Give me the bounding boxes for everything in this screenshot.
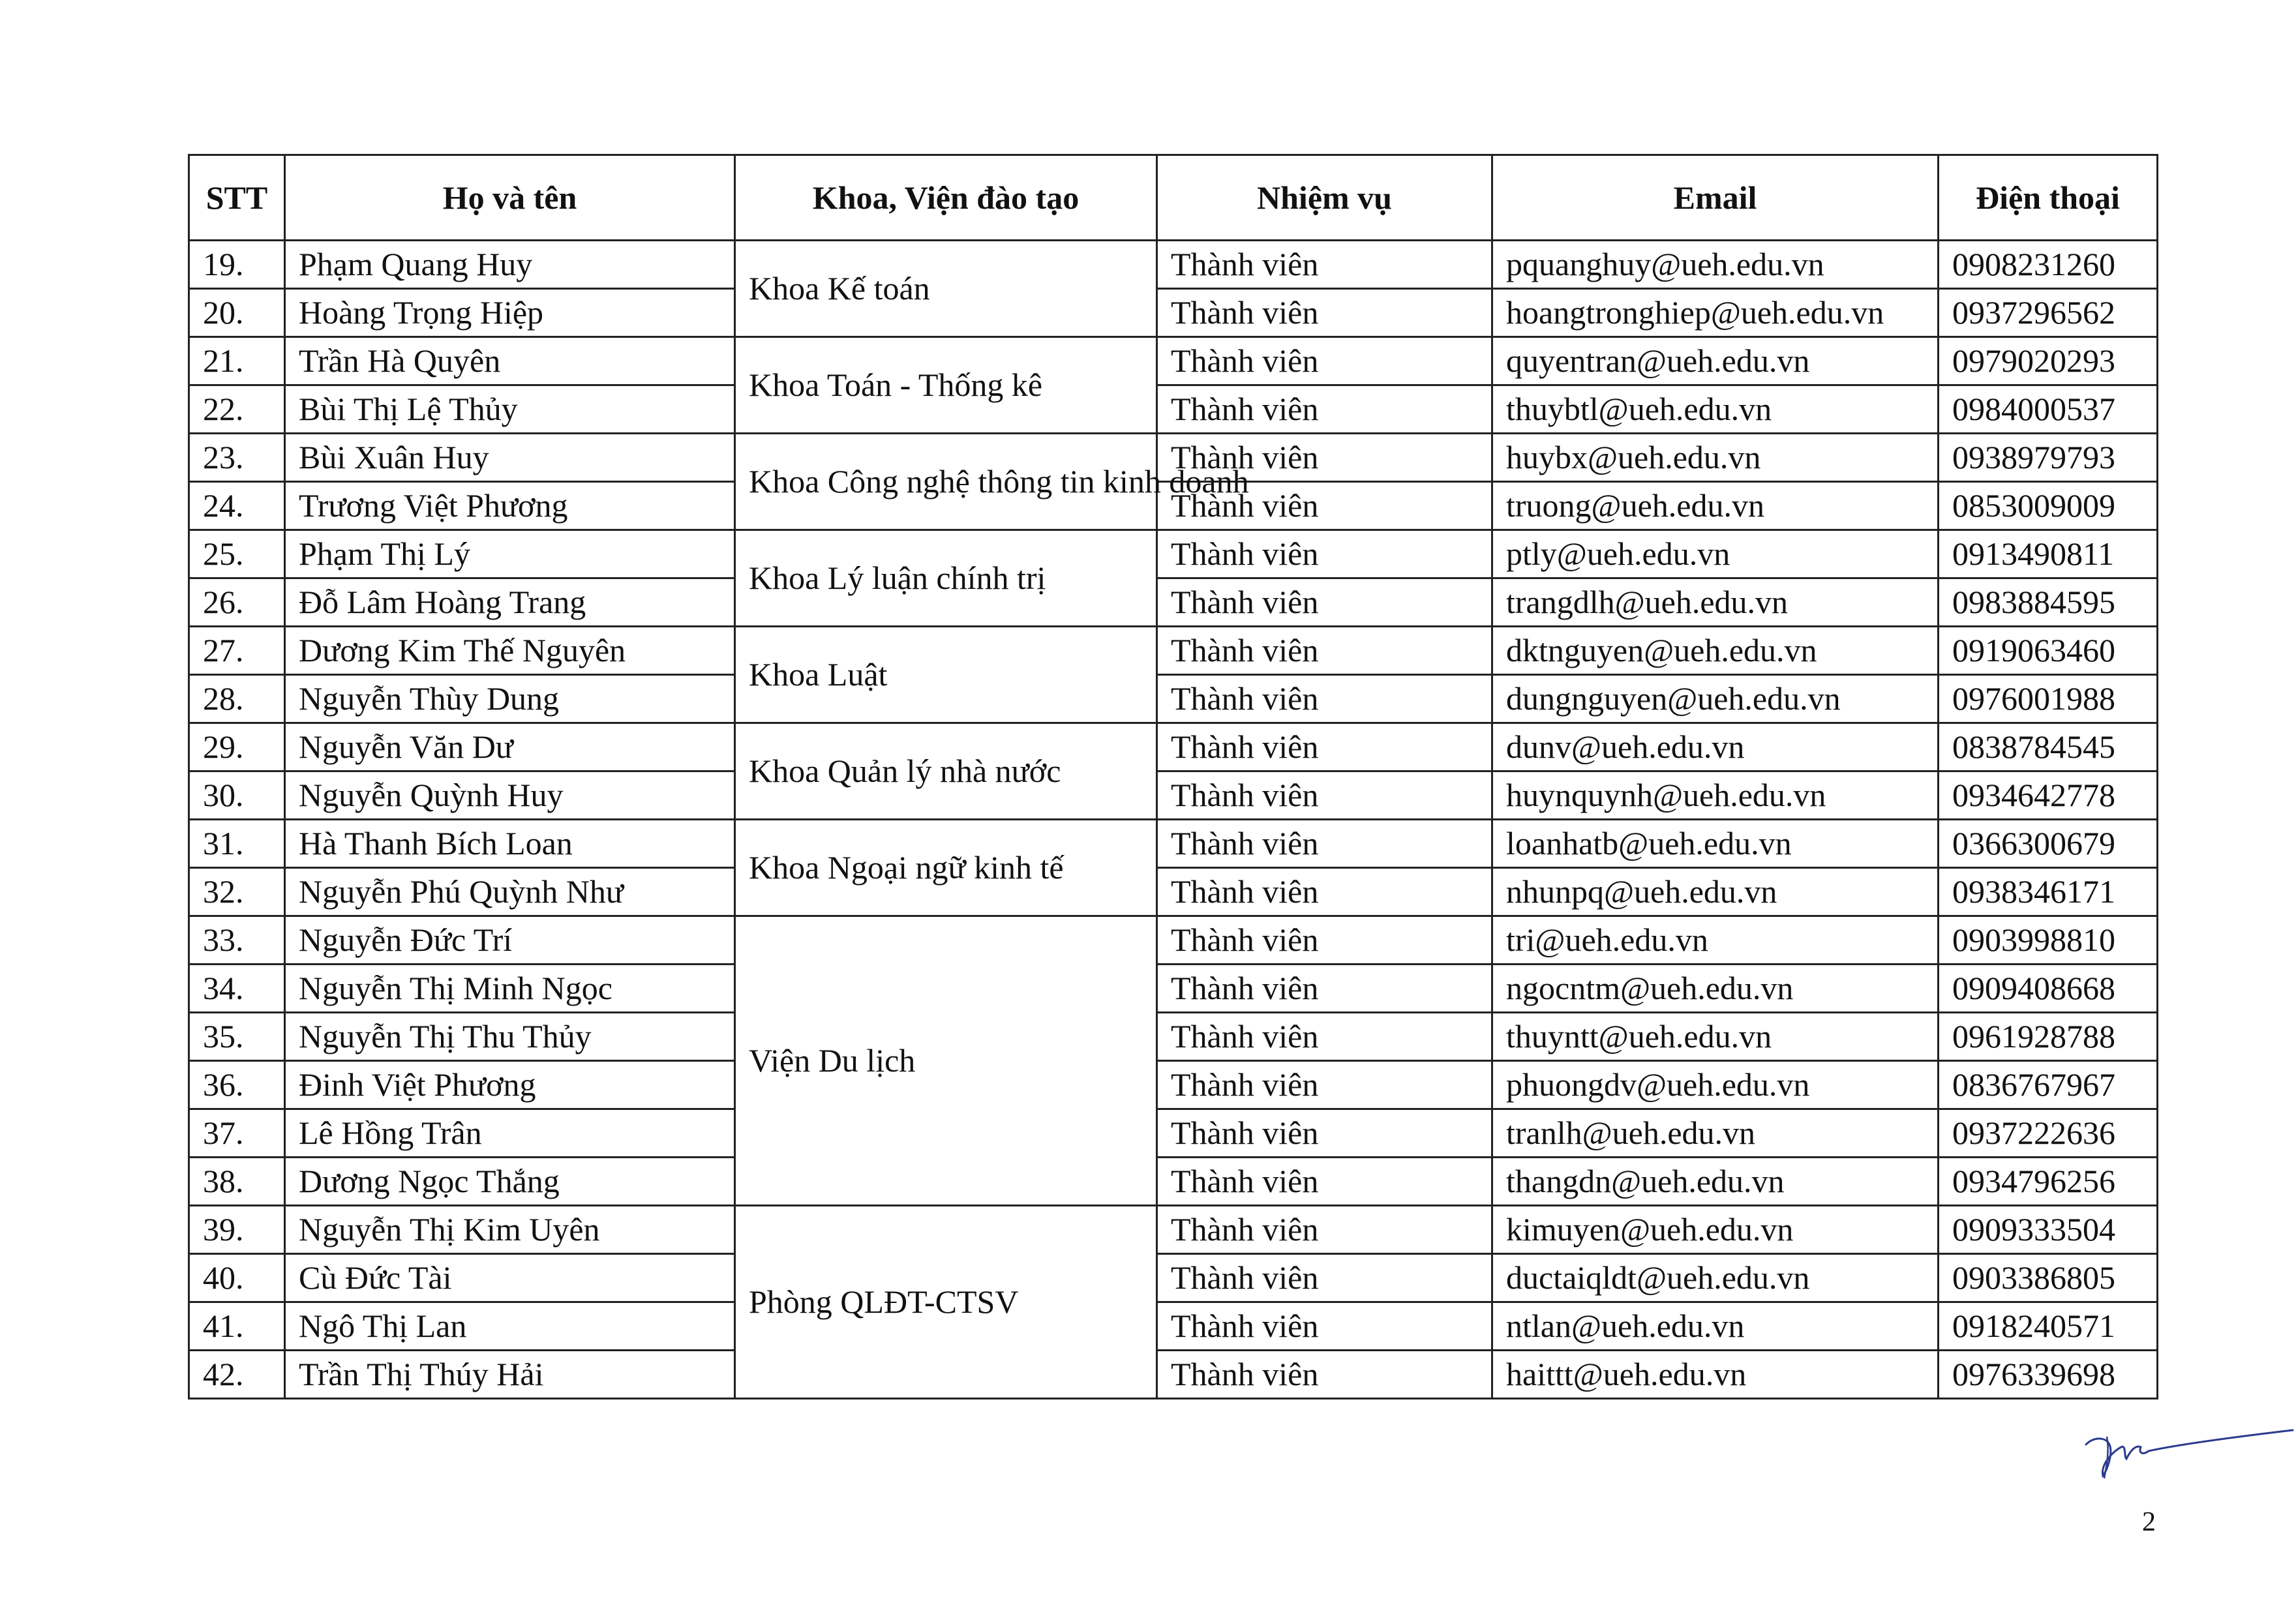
row-role: Thành viên: [1157, 482, 1492, 530]
row-role: Thành viên: [1157, 723, 1492, 771]
row-phone: 0853009009: [1939, 482, 2158, 530]
row-email: thuyntt@ueh.edu.vn: [1492, 1013, 1939, 1061]
row-email: phuongdv@ueh.edu.vn: [1492, 1061, 1939, 1109]
row-stt: 30.: [189, 771, 285, 820]
signature-icon: [2081, 1425, 2296, 1490]
row-unit: Phòng QLĐT-CTSV: [735, 1206, 1157, 1399]
row-phone: 0909408668: [1939, 965, 2158, 1013]
row-email: thangdn@ueh.edu.vn: [1492, 1158, 1939, 1206]
row-phone: 0836767967: [1939, 1061, 2158, 1109]
row-email: haittt@ueh.edu.vn: [1492, 1351, 1939, 1399]
row-role: Thành viên: [1157, 1158, 1492, 1206]
row-stt: 38.: [189, 1158, 285, 1206]
row-phone: 0903386805: [1939, 1254, 2158, 1302]
header-stt: STT: [189, 155, 285, 241]
row-phone: 0938346171: [1939, 868, 2158, 916]
row-name: Nguyễn Thị Minh Ngọc: [285, 965, 735, 1013]
row-email: tranlh@ueh.edu.vn: [1492, 1109, 1939, 1158]
row-phone: 0937296562: [1939, 289, 2158, 337]
row-stt: 40.: [189, 1254, 285, 1302]
row-name: Nguyễn Phú Quỳnh Như: [285, 868, 735, 916]
row-role: Thành viên: [1157, 1109, 1492, 1158]
table-row: [189, 1013, 2158, 1061]
row-name: Lê Hồng Trân: [285, 1109, 735, 1158]
row-name: Nguyễn Quỳnh Huy: [285, 771, 735, 820]
row-unit: Khoa Ngoại ngữ kinh tế: [735, 820, 1157, 916]
row-phone: 0979020293: [1939, 337, 2158, 385]
table-row: [189, 627, 2158, 675]
row-email: dungnguyen@ueh.edu.vn: [1492, 675, 1939, 723]
row-role: Thành viên: [1157, 385, 1492, 434]
row-stt: 25.: [189, 530, 285, 578]
row-role: Thành viên: [1157, 771, 1492, 820]
row-phone: 0903998810: [1939, 916, 2158, 965]
row-role: Thành viên: [1157, 1351, 1492, 1399]
row-phone: 0913490811: [1939, 530, 2158, 578]
row-role: Thành viên: [1157, 434, 1492, 482]
table-row: [189, 289, 2158, 337]
row-unit: Khoa Lý luận chính trị: [735, 530, 1157, 627]
row-unit: Khoa Toán - Thống kê: [735, 337, 1157, 434]
table-row: [189, 530, 2158, 578]
row-phone: 0937222636: [1939, 1109, 2158, 1158]
header-role: Nhiệm vụ: [1157, 155, 1492, 241]
header-unit: Khoa, Viện đào tạo: [735, 155, 1157, 241]
row-email: thuybtl@ueh.edu.vn: [1492, 385, 1939, 434]
row-name: Phạm Quang Huy: [285, 241, 735, 289]
row-email: pquanghuy@ueh.edu.vn: [1492, 241, 1939, 289]
row-phone: 0938979793: [1939, 434, 2158, 482]
row-name: Hà Thanh Bích Loan: [285, 820, 735, 868]
row-email: quyentran@ueh.edu.vn: [1492, 337, 1939, 385]
row-email: ngocntm@ueh.edu.vn: [1492, 965, 1939, 1013]
row-name: Nguyễn Thị Kim Uyên: [285, 1206, 735, 1254]
row-role: Thành viên: [1157, 289, 1492, 337]
row-role: Thành viên: [1157, 868, 1492, 916]
row-email: trangdlh@ueh.edu.vn: [1492, 578, 1939, 627]
table-body: [189, 241, 2158, 1399]
row-email: ntlan@ueh.edu.vn: [1492, 1302, 1939, 1351]
table-row: [189, 820, 2158, 868]
member-table: [188, 154, 2158, 1399]
row-name: Trần Hà Quyên: [285, 337, 735, 385]
row-stt: 27.: [189, 627, 285, 675]
row-name: Bùi Thị Lệ Thủy: [285, 385, 735, 434]
row-phone: 0366300679: [1939, 820, 2158, 868]
row-stt: 33.: [189, 916, 285, 965]
row-role: Thành viên: [1157, 820, 1492, 868]
row-role: Thành viên: [1157, 1302, 1492, 1351]
row-stt: 24.: [189, 482, 285, 530]
row-phone: 0961928788: [1939, 1013, 2158, 1061]
table-row: [189, 916, 2158, 965]
row-phone: 0983884595: [1939, 578, 2158, 627]
table-row: [189, 578, 2158, 627]
row-role: Thành viên: [1157, 965, 1492, 1013]
table-row: [189, 965, 2158, 1013]
row-email: kimuyen@ueh.edu.vn: [1492, 1206, 1939, 1254]
row-unit: Khoa Kế toán: [735, 241, 1157, 337]
row-phone: 0934642778: [1939, 771, 2158, 820]
row-email: tri@ueh.edu.vn: [1492, 916, 1939, 965]
row-role: Thành viên: [1157, 1206, 1492, 1254]
row-phone: 0909333504: [1939, 1206, 2158, 1254]
row-role: Thành viên: [1157, 337, 1492, 385]
row-phone: 0934796256: [1939, 1158, 2158, 1206]
table-row: [189, 675, 2158, 723]
row-phone: 0838784545: [1939, 723, 2158, 771]
row-stt: 37.: [189, 1109, 285, 1158]
row-email: hoangtronghiep@ueh.edu.vn: [1492, 289, 1939, 337]
row-email: dktnguyen@ueh.edu.vn: [1492, 627, 1939, 675]
table-row: [189, 868, 2158, 916]
row-stt: 23.: [189, 434, 285, 482]
row-phone: 0918240571: [1939, 1302, 2158, 1351]
table-row: [189, 434, 2158, 482]
row-role: Thành viên: [1157, 1061, 1492, 1109]
row-name: Dương Ngọc Thắng: [285, 1158, 735, 1206]
row-unit: Khoa Luật: [735, 627, 1157, 723]
row-unit: Khoa Quản lý nhà nước: [735, 723, 1157, 820]
row-role: Thành viên: [1157, 578, 1492, 627]
header-name: Họ và tên: [285, 155, 735, 241]
row-name: Nguyễn Văn Dư: [285, 723, 735, 771]
table-row: [189, 1302, 2158, 1351]
row-name: Dương Kim Thế Nguyên: [285, 627, 735, 675]
table-row: [189, 771, 2158, 820]
row-email: nhunpq@ueh.edu.vn: [1492, 868, 1939, 916]
row-stt: 42.: [189, 1351, 285, 1399]
row-email: loanhatb@ueh.edu.vn: [1492, 820, 1939, 868]
row-role: Thành viên: [1157, 916, 1492, 965]
row-phone: 0976001988: [1939, 675, 2158, 723]
row-stt: 28.: [189, 675, 285, 723]
row-name: Trần Thị Thúy Hải: [285, 1351, 735, 1399]
row-role: Thành viên: [1157, 1254, 1492, 1302]
row-phone: 0919063460: [1939, 627, 2158, 675]
row-name: Hoàng Trọng Hiệp: [285, 289, 735, 337]
header-phone: Điện thoại: [1939, 155, 2158, 241]
row-unit: Khoa Công nghệ thông tin kinh doanh: [735, 434, 1157, 530]
row-phone: 0976339698: [1939, 1351, 2158, 1399]
row-stt: 21.: [189, 337, 285, 385]
row-role: Thành viên: [1157, 675, 1492, 723]
row-stt: 35.: [189, 1013, 285, 1061]
row-email: huybx@ueh.edu.vn: [1492, 434, 1939, 482]
table-row: [189, 1206, 2158, 1254]
row-stt: 41.: [189, 1302, 285, 1351]
row-name: Đinh Việt Phương: [285, 1061, 735, 1109]
row-phone: 0984000537: [1939, 385, 2158, 434]
row-role: Thành viên: [1157, 241, 1492, 289]
table-row: [189, 1109, 2158, 1158]
table-row: [189, 1061, 2158, 1109]
row-role: Thành viên: [1157, 627, 1492, 675]
row-name: Trương Việt Phương: [285, 482, 735, 530]
table-row: [189, 241, 2158, 289]
row-name: Phạm Thị Lý: [285, 530, 735, 578]
row-stt: 29.: [189, 723, 285, 771]
table-row: [189, 1351, 2158, 1399]
row-stt: 19.: [189, 241, 285, 289]
row-stt: 32.: [189, 868, 285, 916]
row-name: Đỗ Lâm Hoàng Trang: [285, 578, 735, 627]
row-name: Nguyễn Đức Trí: [285, 916, 735, 965]
row-unit: Viện Du lịch: [735, 916, 1157, 1206]
table-row: [189, 482, 2158, 530]
row-email: truong@ueh.edu.vn: [1492, 482, 1939, 530]
row-stt: 26.: [189, 578, 285, 627]
row-email: huynquynh@ueh.edu.vn: [1492, 771, 1939, 820]
page-number: 2: [2142, 1507, 2156, 1537]
row-name: Nguyễn Thùy Dung: [285, 675, 735, 723]
table-row: [189, 385, 2158, 434]
row-stt: 36.: [189, 1061, 285, 1109]
row-name: Ngô Thị Lan: [285, 1302, 735, 1351]
header-email: Email: [1492, 155, 1939, 241]
table-row: [189, 1254, 2158, 1302]
row-email: dunv@ueh.edu.vn: [1492, 723, 1939, 771]
row-name: Nguyễn Thị Thu Thủy: [285, 1013, 735, 1061]
row-stt: 22.: [189, 385, 285, 434]
table-header-row: [189, 155, 2158, 241]
table-row: [189, 1158, 2158, 1206]
row-role: Thành viên: [1157, 1013, 1492, 1061]
row-stt: 34.: [189, 965, 285, 1013]
row-email: ductaiqldt@ueh.edu.vn: [1492, 1254, 1939, 1302]
table-row: [189, 337, 2158, 385]
table-row: [189, 723, 2158, 771]
row-stt: 39.: [189, 1206, 285, 1254]
row-stt: 20.: [189, 289, 285, 337]
row-role: Thành viên: [1157, 530, 1492, 578]
row-phone: 0908231260: [1939, 241, 2158, 289]
row-email: ptly@ueh.edu.vn: [1492, 530, 1939, 578]
row-stt: 31.: [189, 820, 285, 868]
row-name: Bùi Xuân Huy: [285, 434, 735, 482]
row-name: Cù Đức Tài: [285, 1254, 735, 1302]
